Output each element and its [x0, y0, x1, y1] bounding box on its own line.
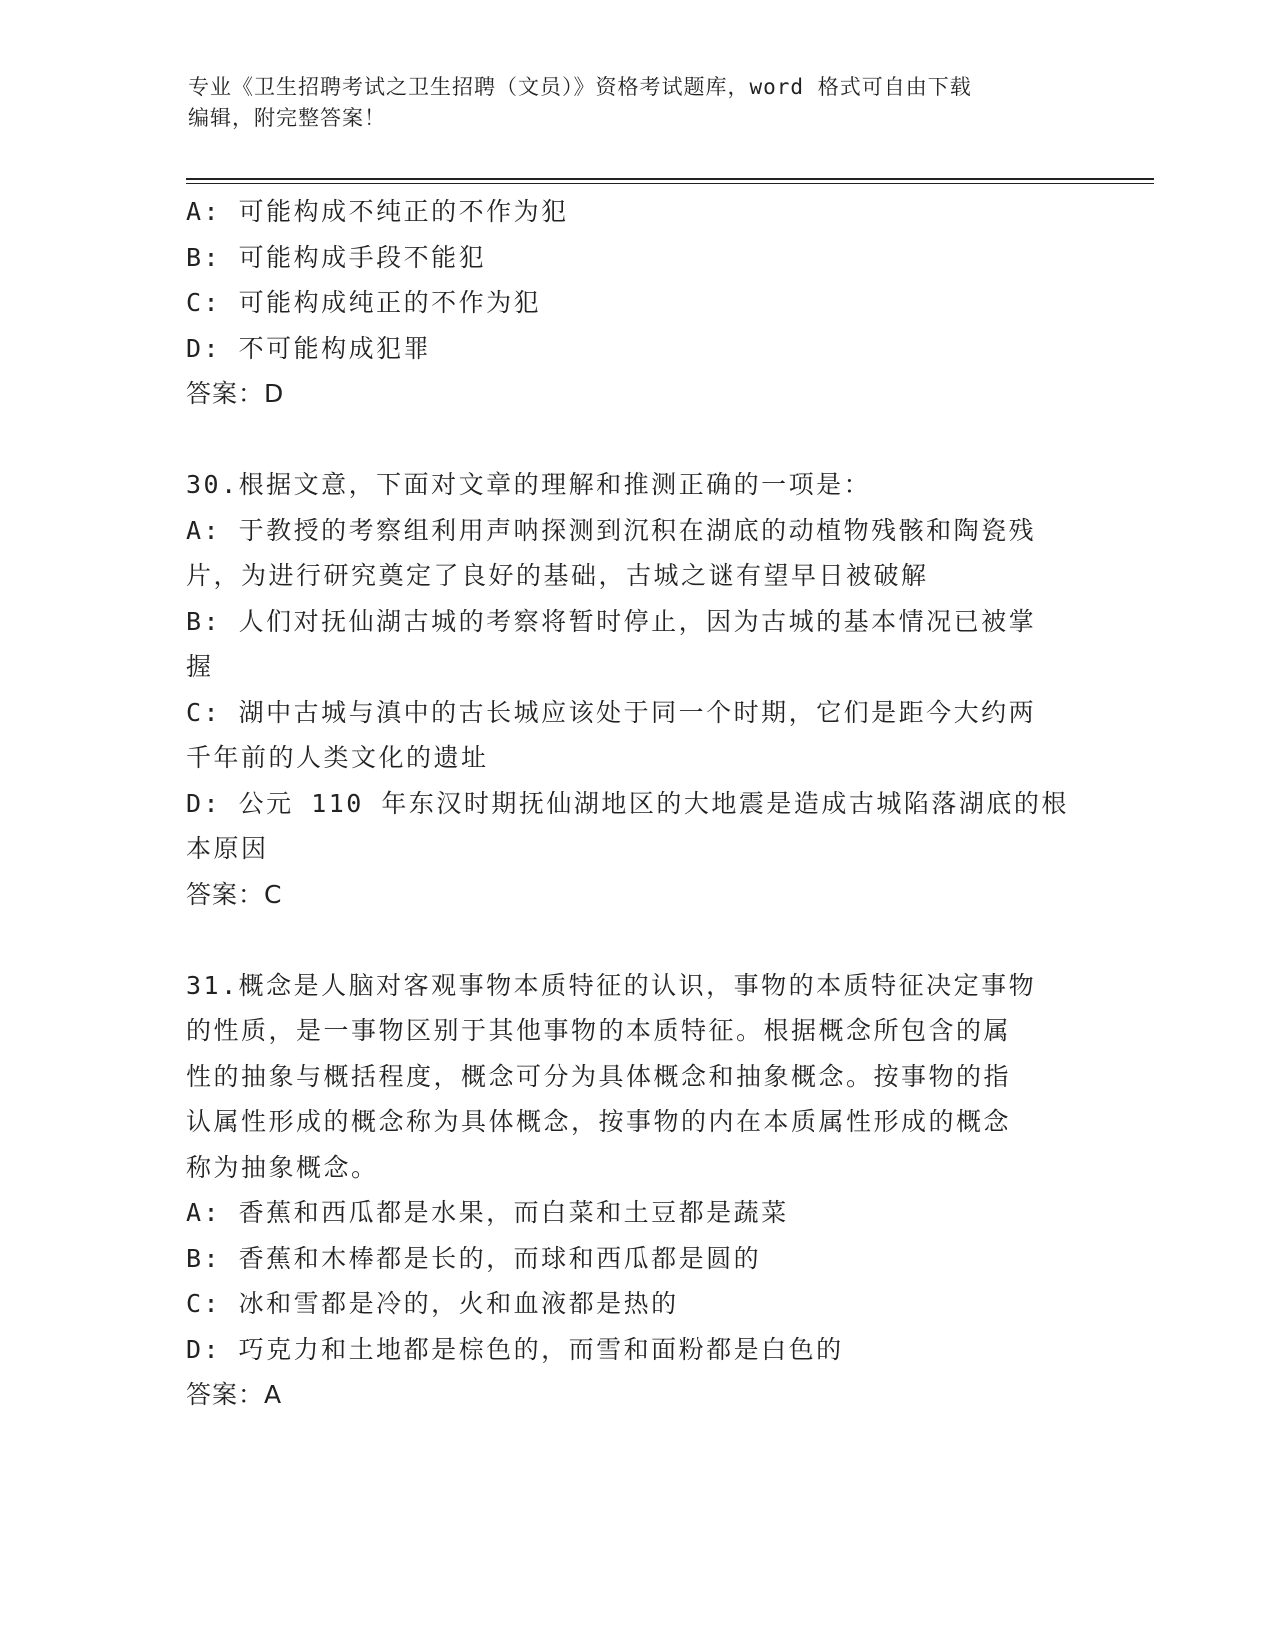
- q31-stem-line3: 性的抽象与概括程度，概念可分为具体概念和抽象概念。按事物的指: [186, 1061, 1012, 1091]
- q29-option-c: C: 可能构成纯正的不作为犯: [186, 288, 542, 317]
- q31-stem-line2: 的性质，是一事物区别于其他事物的本质特征。根据概念所包含的属: [186, 1016, 1012, 1045]
- q30-option-d-line2: 本原因: [186, 834, 269, 863]
- q31-stem-line5: 称为抽象概念。: [186, 1152, 379, 1182]
- question-30: [186, 462, 1076, 917]
- header-rule-thin: [186, 183, 1154, 184]
- q31-option-b: B: 香蕉和木棒都是长的，而球和西瓜都是圆的: [186, 1243, 762, 1273]
- q31-option-d: D: 巧克力和土地都是棕色的，而雪和面粉都是白色的: [186, 1334, 844, 1364]
- header-line-1: 专业《卫生招聘考试之卫生招聘（文员）》资格考试题库，word 格式可自由下载: [188, 75, 972, 99]
- q31-option-c: C: 冰和雪都是冷的，火和血液都是热的: [186, 1289, 679, 1318]
- q29-option-a: A: 可能构成不纯正的不作为犯: [186, 197, 569, 226]
- q31-stem-line4: 认属性形成的概念称为具体概念，按事物的内在本质属性形成的概念: [186, 1107, 1012, 1136]
- q31-option-a: A: 香蕉和西瓜都是水果，而白菜和土豆都是蔬菜: [186, 1198, 789, 1227]
- header-line-2: 编辑，附完整答案！: [188, 106, 386, 130]
- spacer: [186, 417, 1076, 463]
- header-rule-thick: [186, 178, 1154, 180]
- q30-option-b-line1: B: 人们对抚仙湖古城的考察将暂时停止，因为古城的基本情况已被掌: [186, 606, 1037, 636]
- q30-option-c-line1: C: 湖中古城与滇中的古长城应该处于同一个时期，它们是距今大约两: [186, 697, 1037, 727]
- q30-option-a-line2: 片，为进行研究奠定了良好的基础，古城之谜有望早日被破解: [186, 561, 929, 590]
- document-body: [186, 189, 1076, 1418]
- question-29: [186, 189, 1076, 417]
- spacer: [186, 917, 1076, 963]
- q30-answer: 答案：C: [186, 879, 283, 909]
- q30-option-d-line1: D: 公元 110 年东汉时期抚仙湖地区的大地震是造成古城陷落湖底的根: [186, 788, 1069, 818]
- question-31: [186, 963, 1076, 1418]
- q31-answer: 答案：A: [186, 1380, 283, 1409]
- document-header: [188, 72, 1068, 134]
- q30-option-c-line2: 千年前的人类文化的遗址: [186, 743, 489, 772]
- q29-option-b: B: 可能构成手段不能犯: [186, 242, 487, 272]
- q29-answer: 答案：D: [186, 379, 285, 408]
- q30-option-a-line1: A: 于教授的考察组利用声呐探测到沉积在湖底的动植物残骸和陶瓷残: [186, 515, 1037, 545]
- q29-option-d: D: 不可能构成犯罪: [186, 333, 432, 363]
- q30-stem: 30.根据文意，下面对文章的理解和推测正确的一项是：: [186, 470, 872, 499]
- q30-option-b-line2: 握: [186, 652, 214, 681]
- q31-stem-line1: 31.概念是人脑对客观事物本质特征的认识，事物的本质特征决定事物: [186, 970, 1037, 1000]
